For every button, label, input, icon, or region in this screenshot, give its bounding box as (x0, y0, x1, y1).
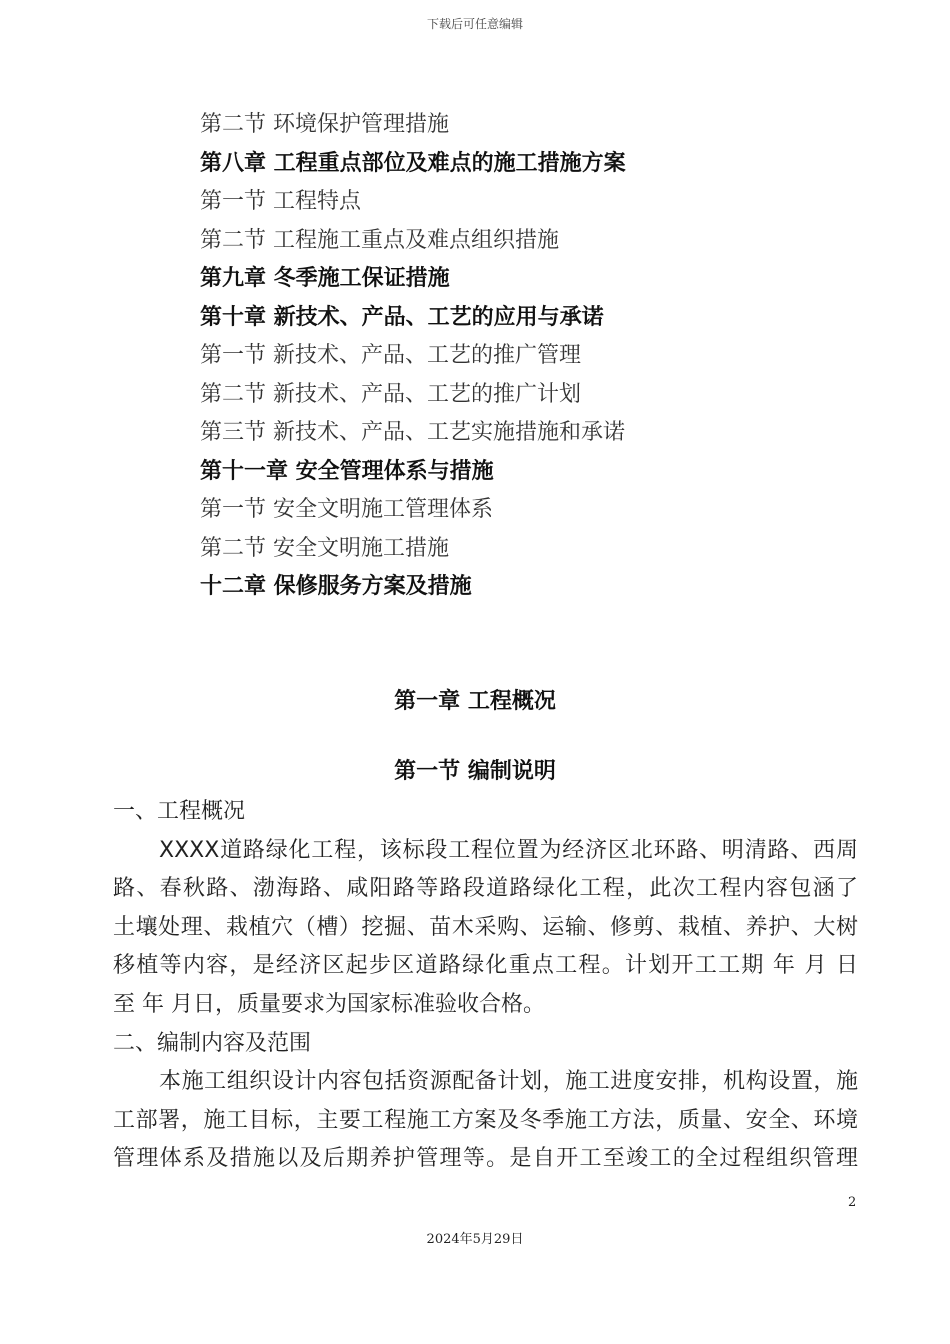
toc-section-entry: 第二节 安全文明施工措施 (200, 535, 449, 561)
section-title: 第一节 编制说明 (394, 759, 556, 784)
paragraph-line: 本施工组织设计内容包括资源配备计划，施工进度安排，机构设置，施 (159, 1069, 858, 1095)
toc-chapter-entry: 第十一章 安全管理体系与措施 (200, 458, 494, 484)
toc-chapter-entry: 第八章 工程重点部位及难点的施工措施方案 (200, 150, 626, 176)
toc-section-entry: 第一节 工程特点 (200, 189, 361, 214)
toc-section-entry: 第二节 工程施工重点及难点组织措施 (200, 227, 559, 253)
toc-section-entry: 第三节 新技术、产品、工艺实施措施和承诺 (200, 420, 625, 445)
page-number: 2 (848, 1195, 857, 1210)
toc-chapter-entry: 第九章 冬季施工保证措施 (200, 266, 450, 291)
paragraph-line: XXXX道路绿化工程，该标段工程位置为经济区北环路、明清路、西周 (159, 837, 858, 863)
toc-section-entry: 第一节 安全文明施工管理体系 (200, 497, 493, 522)
table-of-contents (200, 106, 900, 607)
paragraph-line: 工部署，施工目标，主要工程施工方案及冬季施工方法，质量、安全、环境 (113, 1107, 858, 1133)
paragraph-line: 土壤处理、栽植穴（槽）挖掘、苗木采购、运输、修剪、栽植、养护、大树 (113, 914, 858, 940)
toc-section-entry: 第二节 环境保护管理措施 (200, 112, 449, 137)
page-header: 下载后可任意编辑 (426, 17, 523, 31)
heading-overview: 一、工程概况 (113, 799, 246, 824)
toc-section-entry: 第二节 新技术、产品、工艺的推广计划 (200, 381, 581, 407)
toc-section-entry: 第一节 新技术、产品、工艺的推广管理 (200, 343, 581, 368)
chapter-title: 第一章 工程概况 (394, 689, 556, 714)
body-text (113, 793, 858, 1179)
toc-chapter-entry: 十二章 保修服务方案及措施 (200, 574, 472, 599)
paragraph-line: 路、春秋路、渤海路、咸阳路等路段道路绿化工程，此次工程内容包涵了 (113, 876, 858, 902)
heading-scope: 二、编制内容及范围 (113, 1030, 312, 1056)
toc-chapter-entry: 第十章 新技术、产品、工艺的应用与承诺 (200, 304, 604, 330)
page-footer-date: 2024年5月29日 (426, 1232, 524, 1247)
paragraph-line: 管理体系及措施以及后期养护管理等。是自开工至竣工的全过程组织管理 (113, 1146, 858, 1172)
paragraph-line: 至 年 月日，质量要求为国家标准验收合格。 (113, 991, 545, 1017)
paragraph-line: 移植等内容，是经济区起步区道路绿化重点工程。计划开工工期 年 月 日 (113, 953, 858, 979)
